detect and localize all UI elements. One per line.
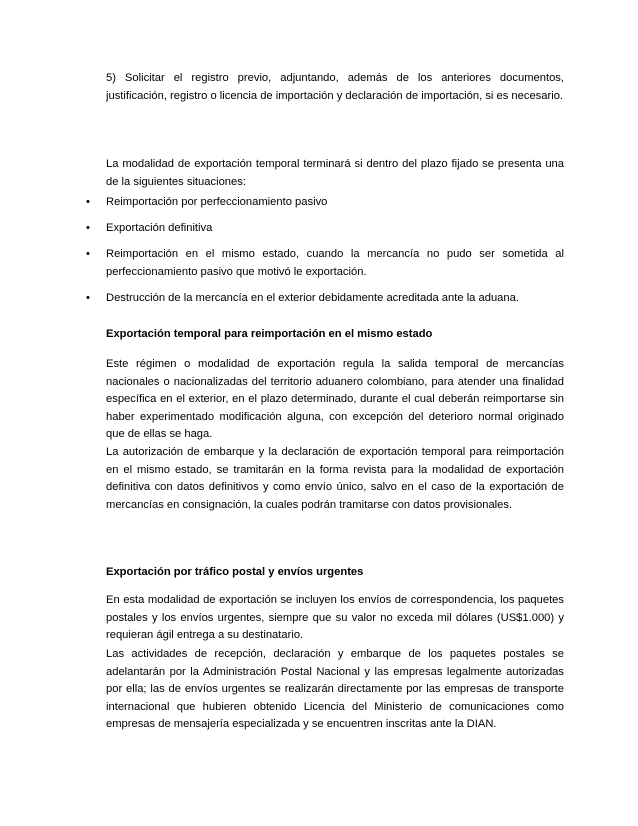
paragraph-postal-activities: Las actividades de recepción, declaración y embarque de los paquetes postales se adelantarán por la Administración Postal Nacional y las empresas legalmente autorizadas por ella; las de envíos urgentes se realizarán directamente por las empresas de transporte internacional que hubieren obtenido Licencia del Ministerio de comunicaciones como empresas de mensajería especializada y se encuentren inscritas ante la DIAN. (106, 648, 564, 730)
paragraph-postal-scope: En esta modalidad de exportación se incluyen los envíos de correspondencia, los paquetes postales y los envíos urgentes, siempre que su valor no exceda mil dólares (US$1.000) y requieran ágil entrega a su destinatario. (106, 594, 564, 641)
list-item-text: Reimportación en el mismo estado, cuando la mercancía no pudo ser sometida al perfeccionamiento pasivo que motivó le exportación. (106, 248, 564, 278)
bullet-icon: • (86, 196, 90, 208)
paragraph-shipment-authorization: La autorización de embarque y la declaración de exportación temporal para reimportación en el mismo estado, se tramitarán en la forma revista para la modalidad de exportación definitiva con datos definitivos y como envío único, salvo en el caso de la exportación de mercancías en consignación, la cuales podrán tramitarse con datos provisionales. (106, 446, 564, 511)
list-item-text: Destrucción de la mercancía en el exterior debidamente acreditada ante la aduana. (106, 292, 519, 304)
section-heading-temporary-export: Exportación temporal para reimportación en el mismo estado (106, 328, 433, 340)
list-item-text: Exportación definitiva (106, 222, 213, 234)
section-heading-postal-export: Exportación por tráfico postal y envíos urgentes (106, 566, 364, 578)
paragraph-regime-description: Este régimen o modalidad de exportación regula la salida temporal de mercancías nacionales o nacionalizadas del territorio aduanero colombiano, para atender una finalidad específica en el exterior, en el plazo determinado, durante el cual deberán reimportarse sin haber experimentado modificación alguna, con excepción del deterioro normal originado que de ellas se haga. (106, 358, 564, 440)
paragraph-termination-intro: La modalidad de exportación temporal terminará si dentro del plazo fijado se presenta una de la siguientes situaciones: (106, 158, 564, 188)
bullet-icon: • (86, 222, 90, 234)
list-item-text: Reimportación por perfeccionamiento pasivo (106, 196, 328, 208)
bullet-icon: • (86, 248, 90, 260)
bullet-icon: • (86, 292, 90, 304)
paragraph-requirement-5: 5) Solicitar el registro previo, adjuntando, además de los anteriores documentos, justificación, registro o licencia de importación y declaración de importación, si es necesario. (106, 72, 564, 102)
